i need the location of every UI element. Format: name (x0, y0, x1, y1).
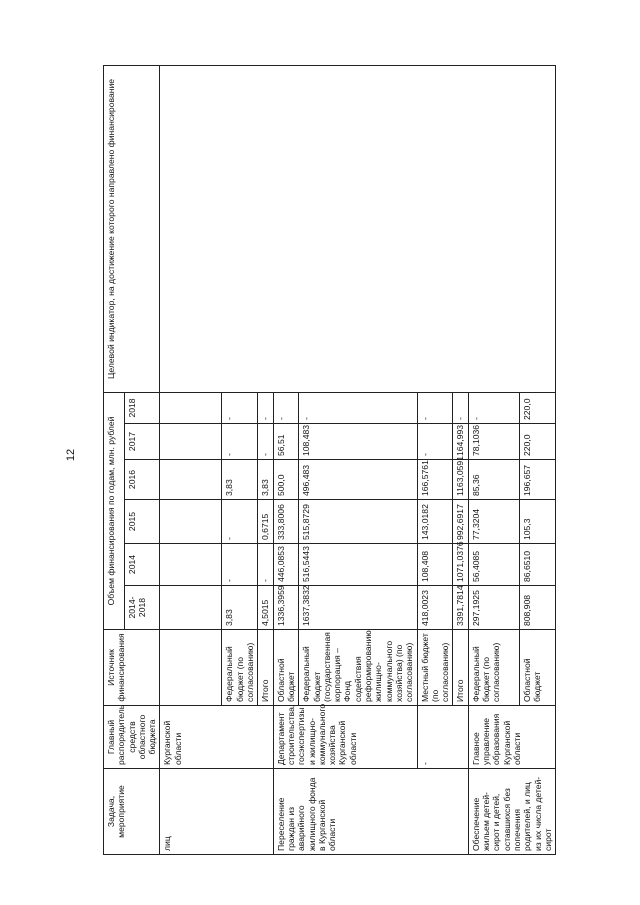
page-number: 12 (65, 448, 77, 462)
task-cell: Обеспечение жильем детей-сирот и детей, оставшихся без попечения родителей, и лиц из их числа детей-сирот (468, 769, 555, 855)
value-cell: - (273, 392, 299, 423)
source-cell: Федеральный бюджет (государственная корпорация – Фонд содействия реформированию жилищно-коммунального хозяйства) (по согласованию) (299, 630, 417, 706)
header-task: Задача, мероприятие (104, 769, 160, 855)
source-cell: Областной бюджет (273, 630, 299, 706)
source-cell: Итого (453, 630, 468, 706)
source-cell: Областной бюджет (519, 630, 555, 706)
value-cell: - (222, 544, 258, 586)
value-cell: 196,657 (519, 460, 555, 500)
grbs-cell: Департамент строительства, госэкспертизы и жилищно-коммунального хозяйства Курганской области (273, 706, 417, 769)
value-cell: 3,83 (222, 460, 258, 500)
value-cell: 77,3204 (468, 500, 519, 544)
value-cell: 496,483 (299, 460, 417, 500)
value-cell: 3,83 (222, 586, 258, 630)
value-cell: 4,5015 (258, 586, 273, 630)
value-cell: - (258, 544, 273, 586)
task-cell: Переселение граждан из аварийного жилищного фонда в Курганской области (273, 769, 468, 855)
value-cell (160, 424, 222, 460)
grbs-cell: Курганской области (160, 706, 273, 769)
value-cell: 164,993 (453, 424, 468, 460)
header-indicator: Целевой индикатор, на достижение которого направлено финансирование (104, 66, 160, 393)
value-cell: - (258, 424, 273, 460)
value-cell (160, 460, 222, 500)
value-cell (160, 392, 222, 423)
indicator-cell (160, 66, 556, 393)
value-cell: - (417, 392, 453, 423)
value-cell: 85,36 (468, 460, 519, 500)
value-cell: - (222, 500, 258, 544)
header-source: Источник финансирования (104, 630, 160, 706)
value-cell: 1163,0591 (453, 460, 468, 500)
value-cell: 0,6715 (258, 500, 273, 544)
value-cell: 3391,7814 (453, 586, 468, 630)
value-cell: 56,51 (273, 424, 299, 460)
header-year: 2017 (125, 424, 160, 460)
source-cell (160, 630, 222, 706)
source-cell: Федеральный бюджет (по согласованию) (468, 630, 519, 706)
value-cell: 297,1925 (468, 586, 519, 630)
value-cell: 446,0853 (273, 544, 299, 586)
value-cell: 418,0023 (417, 586, 453, 630)
value-cell: - (299, 392, 417, 423)
value-cell: 500,0 (273, 460, 299, 500)
value-cell: 808,908 (519, 586, 555, 630)
header-year: 2016 (125, 460, 160, 500)
value-cell: 108,408 (417, 544, 453, 586)
value-cell: 143,0182 (417, 500, 453, 544)
value-cell: 78,1036 (468, 424, 519, 460)
value-cell: - (417, 424, 453, 460)
value-cell: 166,5761 (417, 460, 453, 500)
source-cell: Итого (258, 630, 273, 706)
rotated-table-container (103, 65, 623, 855)
value-cell (160, 500, 222, 544)
financing-table (103, 65, 556, 855)
value-cell: 1336,3959 (273, 586, 299, 630)
value-cell: - (453, 392, 468, 423)
source-cell: Федеральный бюджет (по согласованию) (222, 630, 258, 706)
value-cell: 333,8006 (273, 500, 299, 544)
value-cell: 220,0 (519, 392, 555, 423)
table-row (160, 66, 222, 855)
value-cell: - (222, 424, 258, 460)
header-year: 2014 (125, 544, 160, 586)
value-cell: 108,483 (299, 424, 417, 460)
source-cell: Местный бюджет (по согласованию) (417, 630, 453, 706)
value-cell: - (258, 392, 273, 423)
header-volume: Объем финансирования по годам, млн. рублей (104, 392, 125, 629)
value-cell: 992,6917 (453, 500, 468, 544)
value-cell: 56,4085 (468, 544, 519, 586)
grbs-cell: Главное управление образования Курганской области (468, 706, 555, 769)
header-year: 2018 (125, 392, 160, 423)
value-cell: 1637,3832 (299, 586, 417, 630)
value-cell: - (468, 392, 519, 423)
value-cell: 86,6510 (519, 544, 555, 586)
value-cell: 3,83 (258, 460, 273, 500)
value-cell (160, 544, 222, 586)
value-cell: 1071,0376 (453, 544, 468, 586)
value-cell: 515,8729 (299, 500, 417, 544)
header-year: 2015 (125, 500, 160, 544)
value-cell (160, 586, 222, 630)
header-year: 2014-2018 (125, 586, 160, 630)
task-cell: лиц (160, 769, 273, 855)
grbs-cell: - (417, 706, 468, 769)
value-cell: 105,3 (519, 500, 555, 544)
value-cell: - (222, 392, 258, 423)
header-grbs: Главный распорядитель средств областного бюджета (104, 706, 160, 769)
value-cell: 220,0 (519, 424, 555, 460)
value-cell: 516,5443 (299, 544, 417, 586)
